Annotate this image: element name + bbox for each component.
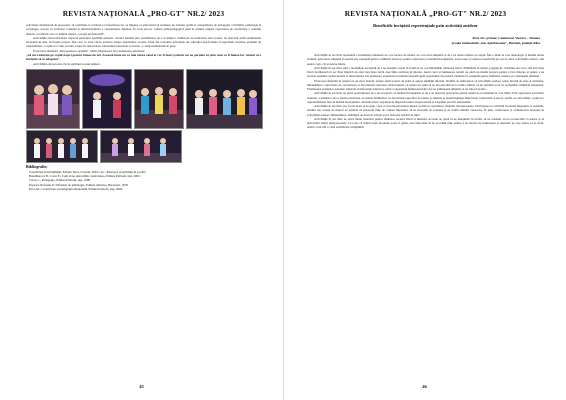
bibliography-item: Creativitate în învățământ, Editura Terra, Focșani, 2004, cap. „Educarea creativității în școală".	[29, 170, 147, 174]
bibliography-title: Bibliografie:	[26, 164, 48, 169]
photo-group-dance	[134, 69, 184, 129]
article-title: Beneficiile învățării experiențiale prin activități outdoor	[373, 23, 478, 28]
bibliography-item: Popescu Neveanu P., Dicționar de psihologie, Editura Albatros, București, 1978.	[29, 182, 129, 187]
photo-children-costumes	[26, 69, 80, 129]
photo-performance-group	[100, 130, 182, 163]
photo-award-ceremony	[186, 69, 263, 129]
paragraph: Activitățile în aer liber ne oferă multe beneficii pentru sănătatea noastră fizică și mentală. Accesul ne ajută să ne menținem în formă, să ne relaxăm, să ne reconectăm cu natura și să dezvoltăm relații interpersonale. Cu toate că ritmul vieții moderne poate fi agitat, este important să ne acordăm timp pentru a ne bucura de frumusețea și resursele pe care natura ni le oferă. Astfel, vom trăi o viață echilibrată și împlinită.	[307, 116, 544, 130]
page-number: 45	[139, 384, 144, 389]
bibliography-item: Cucoș C., Pedagogie, Editura Polirom, Iași, 1998.	[29, 178, 91, 183]
paragraph: Activitățile extracurriculare respectă principiul egalității șanselor, oferind fiecărui elev posibilitatea de a se implica, indiferent de rezultatele sale școlare. Se dezvoltă astfel sentimentul încrederii în sine, în forțele proprii, fapt care va avea efecte pozitive asupra rezultatelor școlare. Unul din scopurile principale ale educației non-formale îl reprezintă creșterea gradului de adaptabilitate a copiilor la viața socială, respectiv dezvoltarea autonomiei personale și sociale, a comportamentului în grup.	[26, 35, 261, 49]
page-number: 46	[422, 384, 427, 389]
bibliography-item: Boudiberova B., Carre E., Cum să ne dezvoltăm creativitatea, Editura Polirom, Iași, 2002.	[29, 174, 141, 179]
page-header: REVISTA NAȚIONALĂ „PRO-GT" NR.2/ 2023	[344, 9, 507, 18]
page-header: REVISTA NAȚIONALĂ „PRO-GT" NR.2/ 2023	[62, 9, 225, 18]
paragraph: Petrecerea timpului în natură are un efect benefic asupra stării noastre de spirit și asupra sănătății mintale. Studiile au demonstrat că activitățile outdoor reduc nivelul de stres și anxietate, îmbunătățesc capacitatea de concentrare și favorizează relaxarea. Interacțiunea cu natura ne ajută să ne deconectăm de la rutina zilnică, să ne relaxăm și să ne recăpătăm echilibrul emoțional. Frumusețea peisajelor naturale, sunetele și mirosurile naturii ne oferă o experiență multisenzorială care ne stimulează simțurile și ne aduce bucurie.	[307, 78, 544, 92]
paragraph: Activitățile în aer liber reprezintă o modalitate minunată de a ne bucura de natură, de a ne trezi simțurile și de a ne relaxa mintea și corpul. Într-o lume în care tehnologia și mediul urban domină, petrecerea timpului în natură este esențială pentru echilibrul nostru și pentru conectarea cu mediul înconjurător. Acest eseu va explora beneficiile pe care le aduc activitățile outdoor, atât pentru corp, cât și pentru minte.	[307, 53, 544, 66]
paragraph: În lucrarea intitulată „Descoperirea copilului", Maria Montessori face următoarea afirmație:	[33, 48, 145, 53]
paragraph: Activitățile extrașcolare vin în sprijinul acestui demers.	[33, 61, 101, 66]
photo-choir	[26, 130, 98, 163]
montessori-quote: „Să nu-i educăm pe copiii noștri pentru lumea de azi. Această lume nu va mai exista când ei vor fi mari și nimic nu ne permite să știm cum va fi lumea lor. Atunci să-i învățăm să se adapteze".	[26, 52, 261, 62]
bibliography-item: Roco M., Creativitate și inteligență emoțională, Editura Polirom, Iași, 2004.	[29, 186, 123, 191]
paragraph: Activitățile în aer liber pot fi practicate și în grup, ceea ce favorizează interacțiunea socială și construirea relațiilor interpersonale. Participarea la activități în natură împreună cu prietenii, familia sau colegii de muncă ne permite să petrecem timp de calitate împreună, să ne bucurăm de aventuri și să creăm amintiri valoroase. În plus, colaborarea și comunicarea necesare în activitățile outdoor îmbunătățesc abilitățile de lucru în echipă și pot dezvolta spiritul de lider.	[307, 104, 544, 117]
paragraph: activitatea desfășurată de preșcolari, să contribuie la formarea și informarea lor, se impune ca educatorul să realizeze un transfer optim al cunoștințelor de pedagogie a învățării, psihologie și sociologie, asociat cu formarea continuă și interdisciplinară a cunoștințelor deținute. În acest proces, cultura psihopedagogică pusă în acțiune asigură capacitatea de creativitate a cadrului didactic și reflectă ceea ce numim adesea „vocație profesională".	[26, 23, 261, 36]
paragraph: Activitățile în aer liber ne oferă oportunitatea de a ne reconecta cu mediul înconjurător și de a ne dezvolta aprecierea pentru natură și ecosistemul în care trăim. Prin explorarea parcurilor naturale, a pădurilor sau a zonelor montane, ne putem familiariza cu diversitatea speciilor de plante și animale și putem înțelege importanța conservării acestora. Astfel, ne dezvoltăm o grijă și o responsabilitate față de mediul înconjurător, devenind mai conștienți de impactul nostru asupra naturii și adoptând practici sustenabile.	[307, 91, 544, 104]
article-author: Prof. înv. primar, Cominescu Viorica – Simona	[472, 36, 540, 40]
photo-collage	[26, 69, 261, 161]
photo-stage-performance	[82, 69, 132, 129]
right-page	[283, 0, 566, 400]
paragraph: Activitățile în aer liber sunt o modalitate excelentă de a ne menține corpul în formă și de a-și îmbunătăți sănătatea fizică. Plimbările în natură, jogging-ul, ciclismul sau orice altă activitate fizică desfășurată în aer liber implică un efort mai mare decât exercițiile realizate în interior. Aerul curat și frumusețea naturii ne oferă un mediu propice pentru a face mișcare și pentru a ne antrena sistemul cardiovascular și musculatura. De asemenea, expunerea la lumina naturală ajută organismul să producă vitamina D, esențială pentru sănătatea oaselor și a sistemului imunitar.	[307, 65, 544, 79]
author-school: Școala Gimnazială „Ion Agârbiceanu", Bucium, județul Alba	[451, 40, 540, 45]
